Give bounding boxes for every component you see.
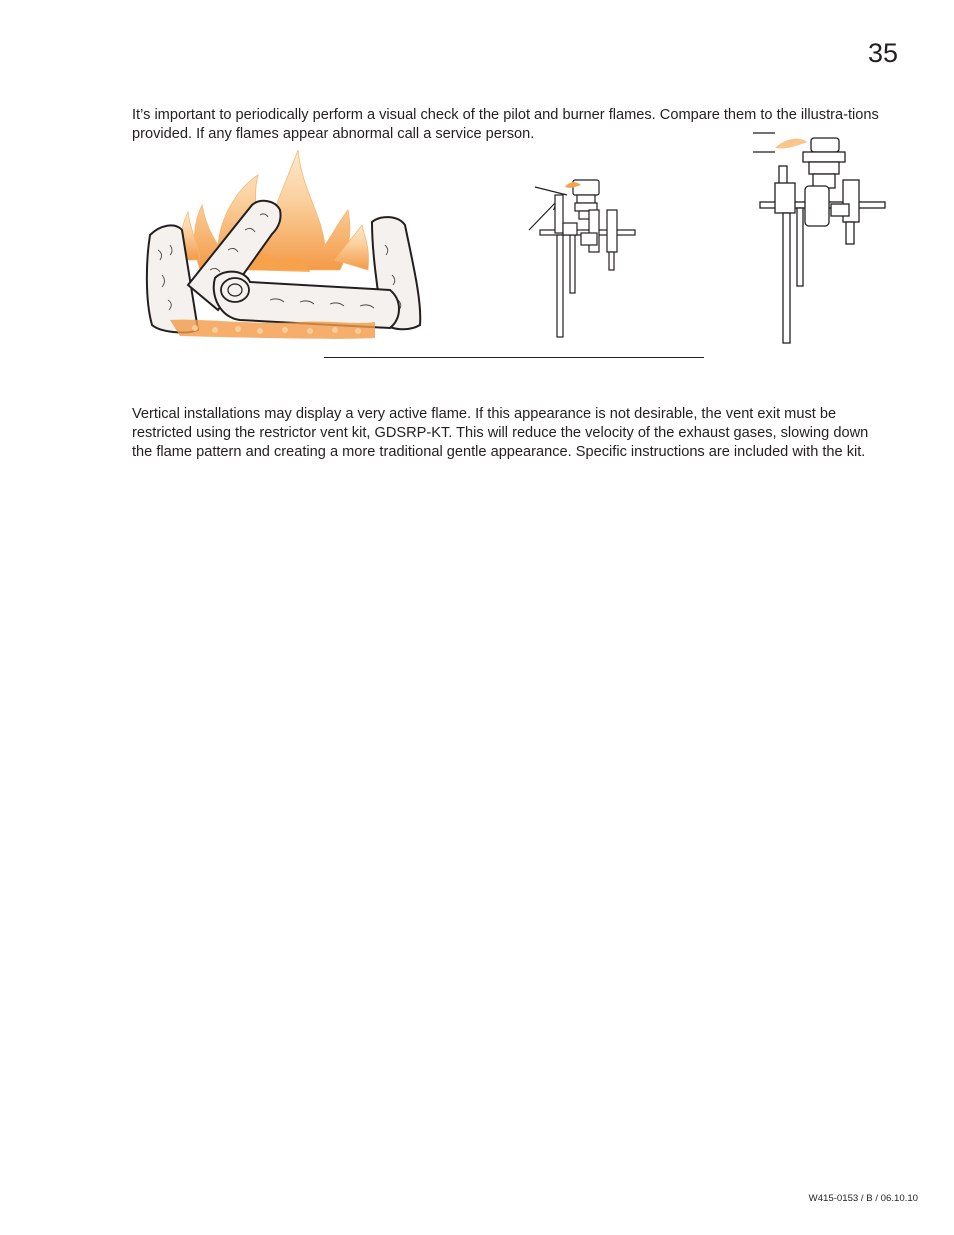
intro-paragraph: It’s important to periodically perform a visual check of the pilot and burner flames. Compare them to the illustra-tions provided. If any flames appear abnormal call a service person. [132, 107, 879, 142]
page-number: 35 [867, 38, 898, 68]
pilot-assembly-small-illustration [515, 175, 645, 345]
log-set-flame-illustration [140, 150, 430, 345]
document-code: W415-0153 / B / 06.10.10 [808, 1193, 918, 1204]
figure-divider-line [324, 357, 704, 358]
vertical-installation-paragraph: Vertical installations may display a very active flame. If this appearance is not desirable, the vent exit must be restricted using the restrictor vent kit, GDSRP-KT. This will reduce the velocity of the exhaust gases, slowing down the flame pattern and creating a more traditional gentle appearance. Specific instructions are included with the kit. [132, 406, 869, 460]
pilot-assembly-large-illustration [745, 128, 895, 348]
